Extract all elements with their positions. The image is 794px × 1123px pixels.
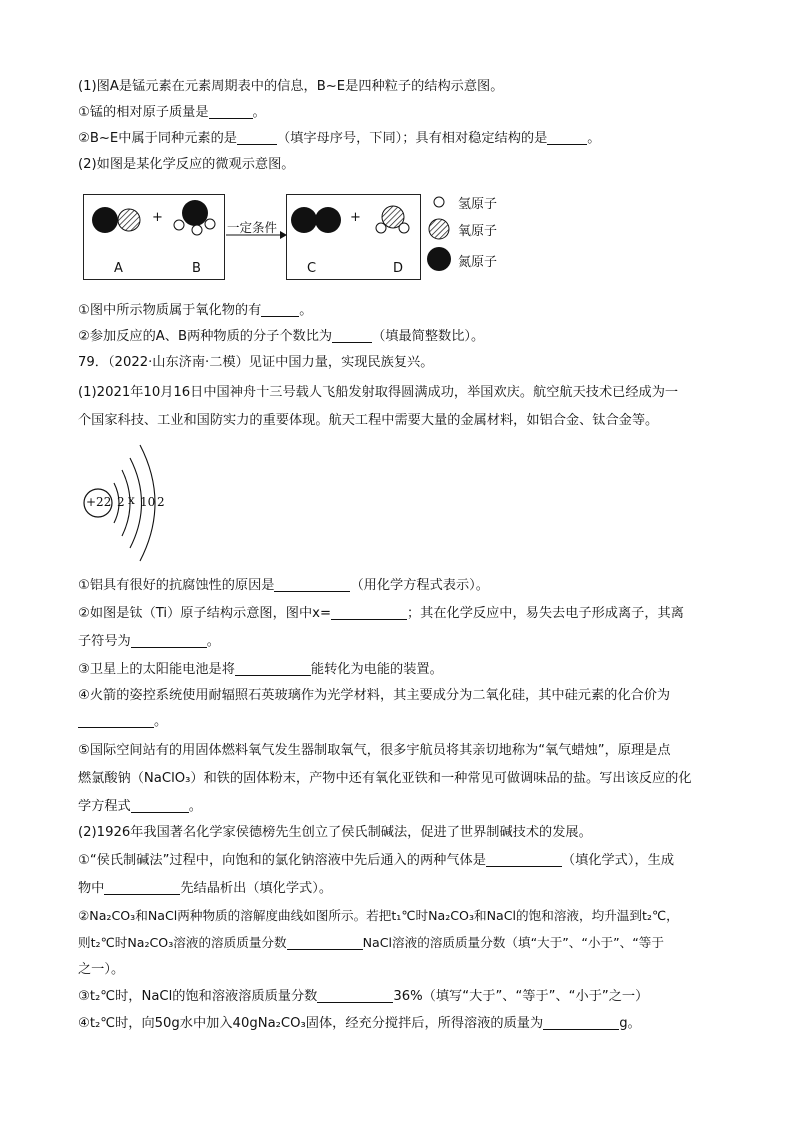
answer-blank[interactable]: [547, 130, 587, 145]
question-text: （填最简整数比）。: [372, 329, 485, 344]
period: 。: [587, 131, 601, 146]
question-79-2-2: ②Na₂CO₃和NaCl两种物质的溶解度曲线如图所示。若把t₁℃时Na₂CO₃和NaCl的饱和溶液，均升温到t₂℃，: [78, 908, 679, 923]
question-79-header: 79．（2022·山东济南·二模）见证中国力量，实现民族复兴。: [78, 355, 434, 370]
shell-1-electrons: 2: [117, 495, 125, 509]
label-b: B: [192, 261, 201, 276]
reaction-condition: 一定条件: [227, 220, 278, 235]
question-79-2-3: [78, 988, 648, 1006]
question-text: 子符号为: [78, 634, 131, 649]
answer-blank[interactable]: [274, 577, 350, 592]
question-text: （填字母序号，下同）；具有相对稳定结构的是: [276, 131, 548, 146]
molecule-a: [92, 207, 140, 233]
question-2-2: [78, 328, 484, 346]
answer-blank[interactable]: [235, 661, 311, 676]
question-text: 先结晶析出（填化学式）。: [180, 881, 333, 896]
answer-blank[interactable]: [261, 302, 299, 317]
answer-blank[interactable]: [237, 130, 277, 145]
question-text: ②如图是钛（Ti）原子结构示意图，图中x=: [78, 606, 331, 621]
answer-blank[interactable]: [317, 988, 393, 1003]
question-79-1-5: ⑤国际空间站有的用固体燃料氧气发生器制取氧气，很多宇航员将其亲切地称为“氧气蜡烛”，原理是点: [78, 743, 671, 758]
question-text: NaCl溶液的溶质质量分数（填“大于”、“小于”、“等于: [362, 935, 664, 950]
answer-blank[interactable]: [332, 328, 372, 343]
molecule-c: [291, 207, 341, 233]
question-text: ①铝具有很好的抗腐蚀性的原因是: [78, 578, 275, 593]
nucleus-charge: +22: [86, 495, 112, 509]
question-79-1-2-cont: [78, 633, 220, 651]
oxygen-legend-icon: [429, 219, 449, 239]
question-79-2-2-cont: 之一）。: [78, 962, 125, 977]
question-text: （填化学式），生成: [561, 853, 675, 868]
question-1-1: [78, 104, 266, 122]
question-79-1-1: [78, 577, 489, 595]
question-text: ③卫星上的太阳能电池是将: [78, 662, 235, 677]
question-79-2-4: [78, 1015, 641, 1033]
label-a: A: [114, 261, 123, 276]
question-79-1-5-cont: 燃氯酸钠（NaClO₃）和铁的固体粉末，产物中还有氧化亚铁和一种常见可做调味品的盐。写出该反应的化: [78, 771, 692, 786]
question-2-intro: (2)如图是某化学反应的微观示意图。: [78, 157, 295, 172]
question-text: ①图中所示物质属于氧化物的有: [78, 303, 262, 318]
question-text: ②B~E中属于同种元素的是: [78, 131, 237, 146]
answer-blank[interactable]: [287, 935, 363, 950]
question-text: （用化学方程式表示）。: [350, 578, 489, 593]
question-79-2-intro: (2)1926年我国著名化学家侯德榜先生创立了侯氏制碱法，促进了世界制碱技术的发展。: [78, 825, 592, 840]
answer-blank[interactable]: [543, 1015, 619, 1030]
question-79-1-2: [78, 605, 684, 623]
question-2-1: [78, 302, 312, 320]
nitrogen-legend-icon: [427, 247, 451, 271]
question-text: ①锰的相对原子质量是: [78, 105, 209, 120]
hydrogen-legend-icon: [434, 197, 444, 207]
question-79-2-1: [78, 852, 674, 870]
period: 。: [299, 303, 313, 318]
answer-blank[interactable]: [131, 798, 189, 813]
question-text: ④t₂℃时，向50g水中加入40gNa₂CO₃固体，经充分搅拌后，所得溶液的质量为: [78, 1016, 544, 1031]
question-79-2-2-cont: [78, 934, 664, 952]
question-79-1-5-cont: [78, 798, 202, 816]
question-text: 36%（填写“大于”、“等于”、“小于”之一）: [393, 989, 649, 1004]
answer-blank[interactable]: [486, 852, 562, 867]
question-text: 学方程式: [78, 799, 131, 814]
question-79-1-para: (1)2021年10月16日中国神舟十三号载人飞船发射取得圆满成功，举国欢庆。航空航天技术已经成为一: [78, 385, 679, 400]
question-text: ②参加反应的A、B两种物质的分子个数比为: [78, 329, 333, 344]
answer-blank[interactable]: [131, 633, 207, 648]
question-1-2: [78, 130, 600, 148]
shell-4-electrons: 2: [157, 495, 165, 509]
legend-oxygen: 氧原子: [458, 224, 498, 239]
legend-nitrogen: 氮原子: [458, 255, 498, 270]
question-79-1-3: [78, 661, 443, 679]
question-text: 则t₂℃时Na₂CO₃溶液的溶质质量分数: [78, 935, 287, 950]
period: 。: [188, 799, 202, 814]
answer-blank[interactable]: [104, 880, 180, 895]
period: 。: [154, 714, 168, 729]
question-text: ③t₂℃时，NaCl的饱和溶液溶质质量分数: [78, 989, 318, 1004]
question-text: ；其在化学反应中，易失去电子形成离子，其离: [407, 606, 684, 621]
molecule-b: [174, 200, 215, 235]
question-79-1-para: 个国家科技、工业和国防实力的重要体现。航天工程中需要大量的金属材料，如铝合金、钛合金等。: [78, 413, 659, 428]
plus-sign: +: [350, 210, 361, 225]
label-d: D: [393, 261, 404, 276]
period: 。: [252, 105, 266, 120]
question-text: ①“侯氏制碱法”过程中，向饱和的氯化钠溶液中先后通入的两种气体是: [78, 853, 486, 868]
molecule-d: [376, 206, 409, 233]
legend-hydrogen: 氢原子: [458, 197, 498, 212]
question-text: 能转化为电能的装置。: [310, 662, 443, 677]
shell-2-electrons: x: [128, 493, 135, 507]
question-79-2-1-cont: [78, 880, 332, 898]
label-c: C: [307, 261, 317, 276]
shell-3-electrons: 10: [140, 495, 156, 509]
question-1-intro: (1)图A是锰元素在元素周期表中的信息，B~E是四种粒子的结构示意图。: [78, 79, 504, 94]
answer-blank[interactable]: [209, 104, 253, 119]
question-79-1-4-cont: [78, 713, 167, 731]
question-79-1-4: ④火箭的姿控系统使用耐辐照石英玻璃作为光学材料，其主要成分为二氧化硅，其中硅元素的化合价为: [78, 688, 671, 703]
answer-blank[interactable]: [78, 713, 154, 728]
period: 。: [206, 634, 220, 649]
plus-sign: +: [152, 210, 163, 225]
answer-blank[interactable]: [331, 605, 407, 620]
question-text: 物中: [78, 881, 105, 896]
question-text: g。: [619, 1016, 641, 1031]
